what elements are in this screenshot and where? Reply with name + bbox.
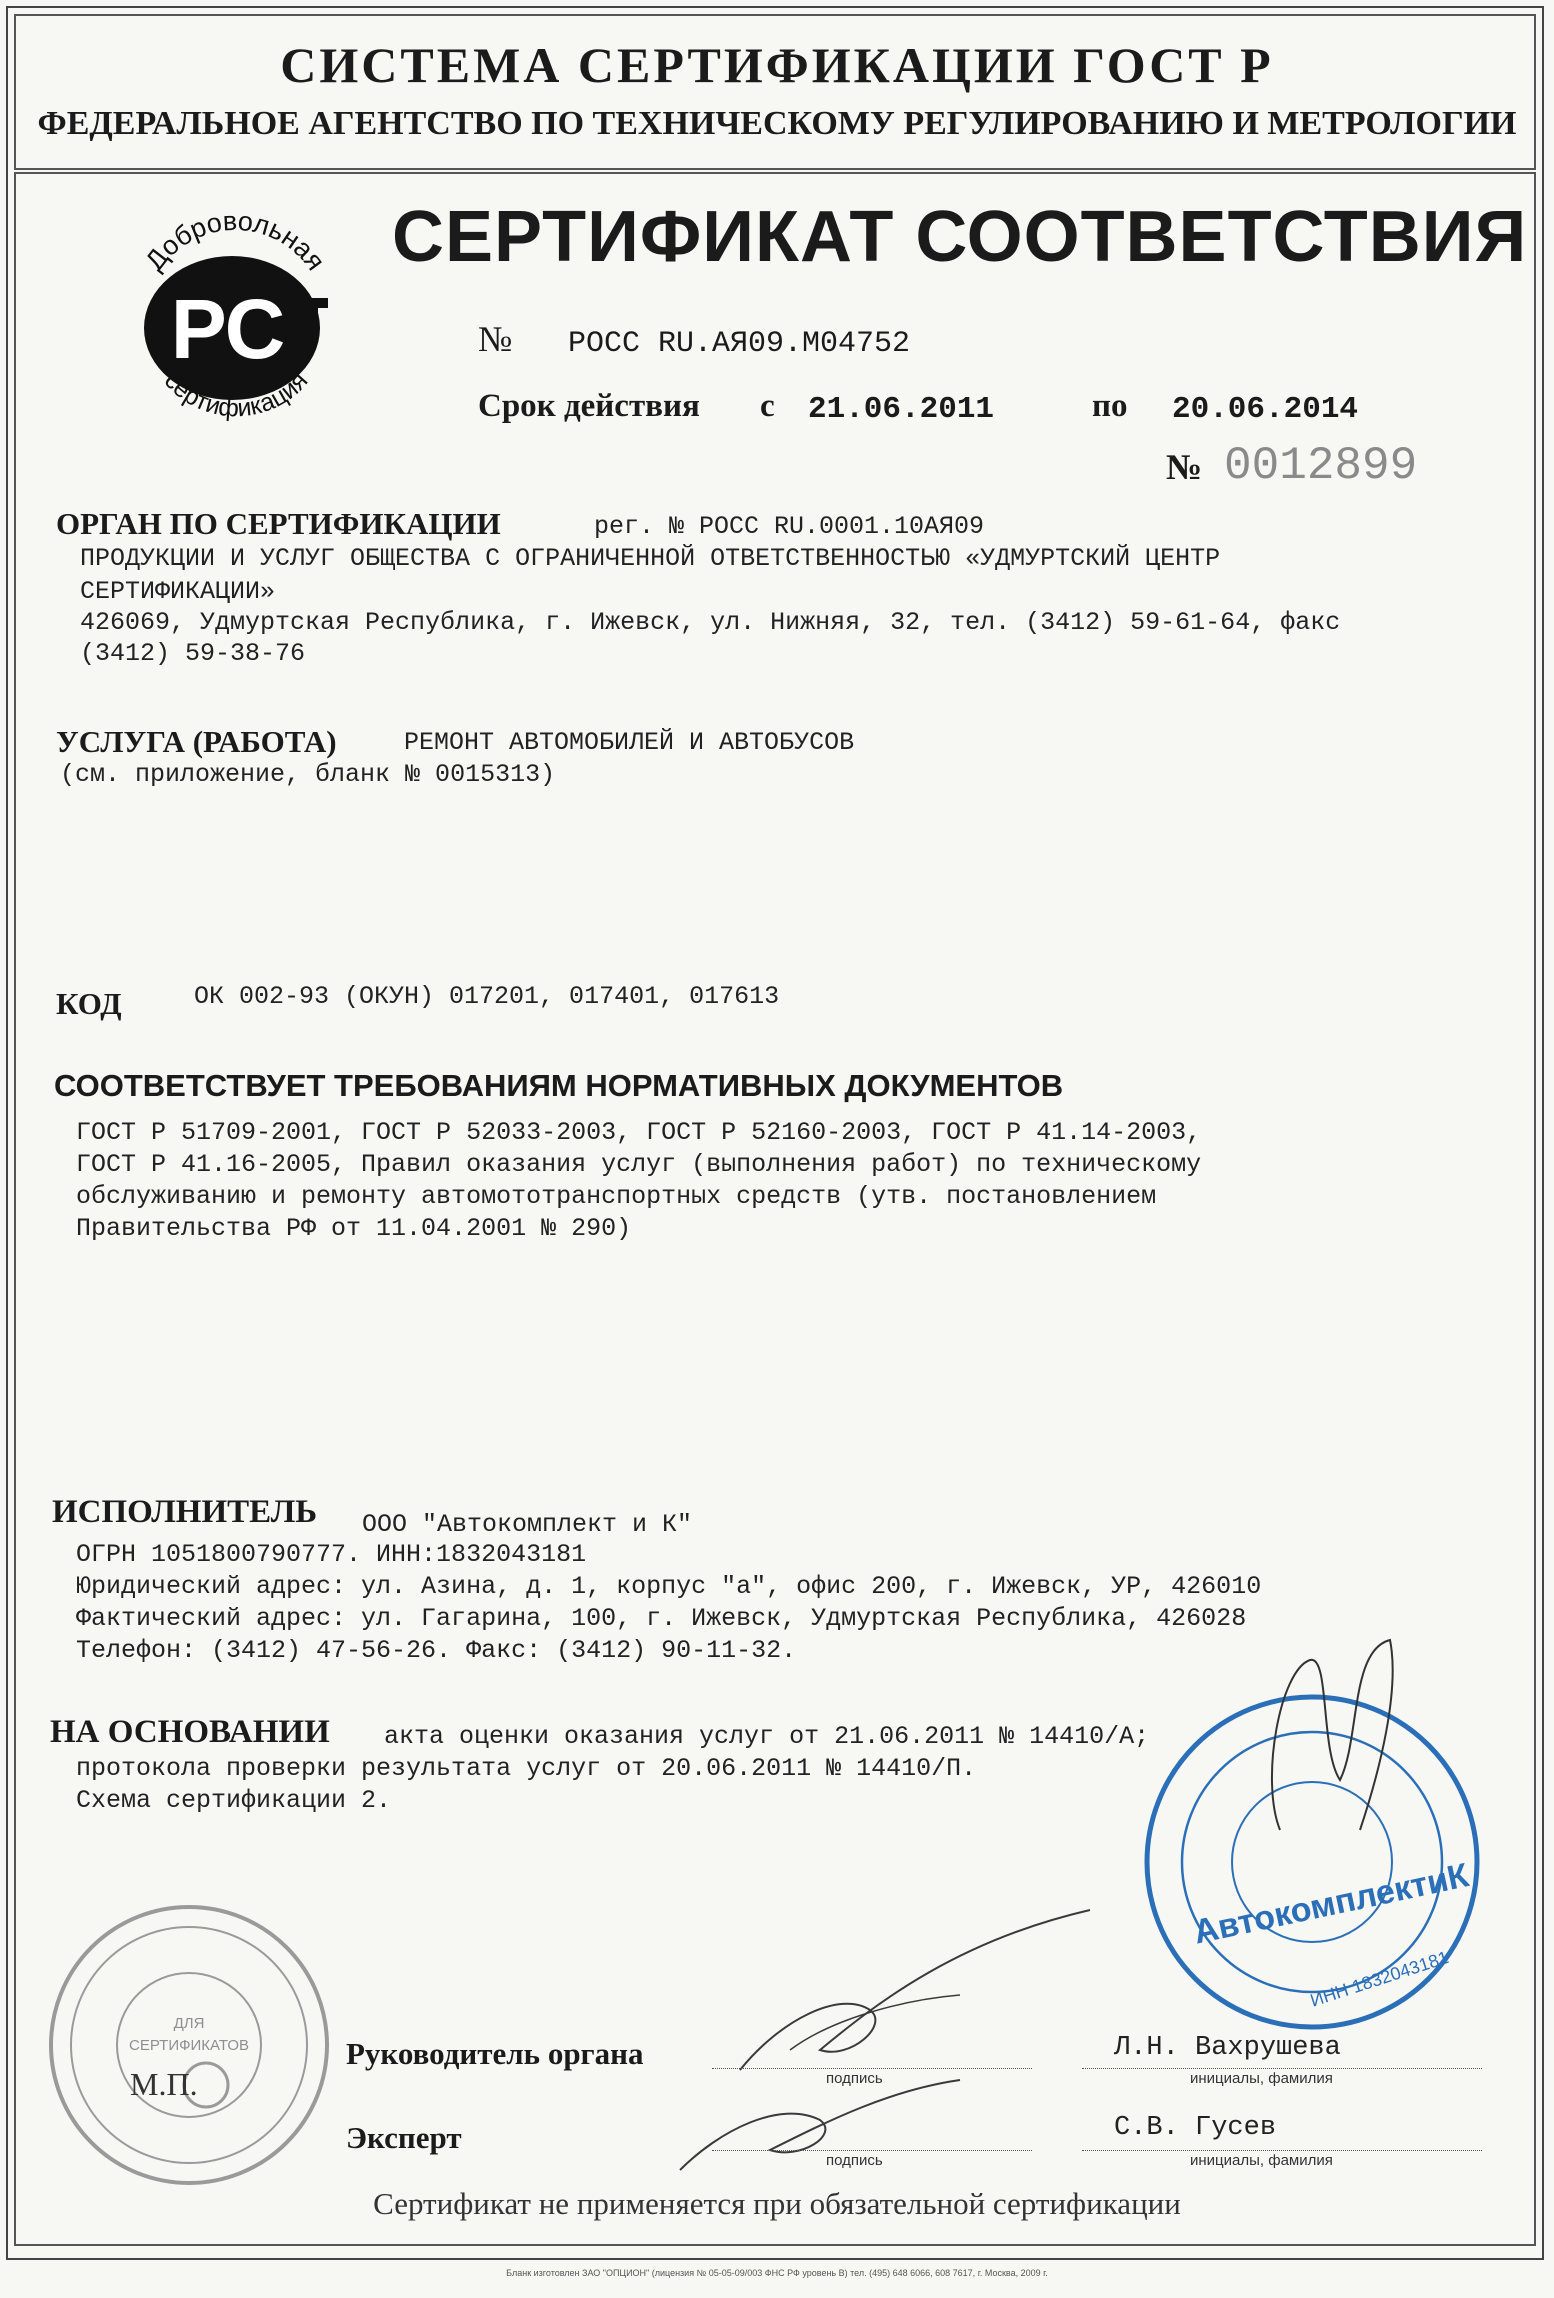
basis-line1: акта оценки оказания услуг от 21.06.2011 № 14410/А; [384, 1722, 1150, 1751]
executor-line2: Юридический адрес: ул. Азина, д. 1, корпус "а", офис 200, г. Ижевск, УР, 426010 [76, 1572, 1262, 1601]
compliance-line3: обслуживанию и ремонту автомототранспортных средств (утв. постановлением [76, 1182, 1157, 1211]
compliance-line4: Правительства РФ от 11.04.2001 № 290) [76, 1214, 632, 1243]
mp-label: М.П. [130, 2066, 198, 2102]
executor-heading: ИСПОЛНИТЕЛЬ [52, 1494, 318, 1530]
basis-line2: протокола проверки результата услуг от 20.06.2011 № 14410/П. [76, 1754, 977, 1783]
code-heading: КОД [56, 986, 122, 1021]
expert-label: Эксперт [346, 2120, 462, 2155]
head-label: Руководитель органа [346, 2036, 644, 2071]
executor-name: ООО "Автокомплект и К" [362, 1510, 693, 1539]
executor-line3: Фактический адрес: ул. Гагарина, 100, г. Ижевск, Удмуртская Республика, 426028 [76, 1604, 1247, 1633]
agency-title: ФЕДЕРАЛЬНОЕ АГЕНТСТВО ПО ТЕХНИЧЕСКОМУ РЕГУЛИРОВАНИЮ И МЕТРОЛОГИИ [37, 105, 1517, 142]
validity-to-label: по [1092, 388, 1128, 424]
service-heading: УСЛУГА (РАБОТА) [56, 724, 337, 759]
executor-line1: ОГРН 1051800790777. ИНН:1832043181 [76, 1540, 587, 1569]
code-value: ОК 002-93 (ОКУН) 017201, 017401, 017613 [194, 982, 780, 1011]
date-from: 21.06.2011 [808, 392, 995, 427]
service-value: РЕМОНТ АВТОМОБИЛЕЙ И АВТОБУСОВ [404, 728, 855, 757]
validity-from-label: с [760, 388, 775, 424]
validity-label: Срок действия [478, 388, 700, 424]
blank-number: 0012899 [1224, 440, 1418, 492]
footer-notice: Сертификат не применяется при обязательной сертификации [373, 2186, 1181, 2221]
basis-heading: НА ОСНОВАНИИ [50, 1714, 330, 1750]
certificate-number: РОСС RU.АЯ09.М04752 [568, 327, 911, 361]
date-to: 20.06.2014 [1172, 392, 1359, 427]
basis-line3: Схема сертификации 2. [76, 1786, 392, 1815]
certificate-title: СЕРТИФИКАТ СООТВЕТСТВИЯ [392, 197, 1528, 277]
rst-logo [120, 210, 345, 435]
stamp-left-line1: ДЛЯ [173, 2015, 205, 2032]
logo-mark: РС [170, 282, 286, 376]
printer-info: Бланк изготовлен ЗАО "ОПЦИОН" (лицензия № 05-05-09/003 ФНС РФ уровень В) тел. (495) 648 6066, 608 7617, г. Москва, 2009 г. [506, 2268, 1048, 2278]
system-title: СИСТЕМА СЕРТИФИКАЦИИ ГОСТ Р [280, 37, 1274, 93]
expert-signature-line [712, 2150, 1032, 2151]
executor-handwritten-signature [1240, 1630, 1420, 1860]
head-name-caption: инициалы, фамилия [1190, 2070, 1333, 2087]
expert-name-line [1082, 2150, 1482, 2151]
certification-body-reg: рег. № РОСС RU.0001.10АЯ09 [594, 512, 985, 541]
head-name: Л.Н. Вахрушева [1114, 2033, 1341, 2063]
certification-body-stamp [44, 1900, 334, 2190]
rst-logo-graphic [120, 210, 345, 435]
certification-body-line2: СЕРТИФИКАЦИИ» [80, 577, 276, 606]
stamp-right-name: АвтокомплектиК [1190, 1856, 1472, 1952]
head-signature-line [712, 2068, 1032, 2069]
certification-body-line1: ПРОДУКЦИИ И УСЛУГ ОБЩЕСТВА С ОГРАНИЧЕННОЙ ОТВЕТСТВЕННОСТЬЮ «УДМУРТСКИЙ ЦЕНТР [80, 544, 1221, 573]
expert-name-caption: инициалы, фамилия [1190, 2152, 1333, 2169]
certification-body-line3: 426069, Удмуртская Республика, г. Ижевск, ул. Нижняя, 32, тел. (3412) 59-61-64, факс [80, 608, 1341, 637]
executor-line4: Телефон: (3412) 47-56-26. Факс: (3412) 90-11-32. [76, 1636, 797, 1665]
stamp-left-line2: СЕРТИФИКАТОВ [128, 2037, 250, 2054]
certification-body-line4: (3412) 59-38-76 [80, 639, 306, 668]
certification-body-heading: ОРГАН ПО СЕРТИФИКАЦИИ [56, 506, 501, 541]
compliance-line2: ГОСТ Р 41.16-2005, Правил оказания услуг (выполнения работ) по техническому [76, 1150, 1202, 1179]
expert-name: С.В. Гусев [1114, 2113, 1277, 2143]
compliance-heading: СООТВЕТСТВУЕТ ТРЕБОВАНИЯМ НОРМАТИВНЫХ ДОКУМЕНТОВ [54, 1068, 1064, 1103]
head-name-line [1082, 2068, 1482, 2069]
number-sign: № [478, 319, 513, 359]
logo-bottom-text: сертификация [158, 366, 314, 423]
compliance-line1: ГОСТ Р 51709-2001, ГОСТ Р 52033-2003, ГОСТ Р 52160-2003, ГОСТ Р 41.14-2003, [76, 1118, 1202, 1147]
expert-handwritten-signature [660, 2060, 980, 2190]
service-note: (см. приложение, бланк № 0015313) [60, 760, 556, 789]
expert-signature-caption: подпись [826, 2152, 883, 2169]
blank-number-sign: № [1166, 447, 1203, 487]
head-signature-caption: подпись [826, 2070, 883, 2087]
stamp-right-inn: ИНН 1832043181 [1307, 1947, 1452, 2011]
logo-top-text: Добровольная [139, 210, 331, 276]
